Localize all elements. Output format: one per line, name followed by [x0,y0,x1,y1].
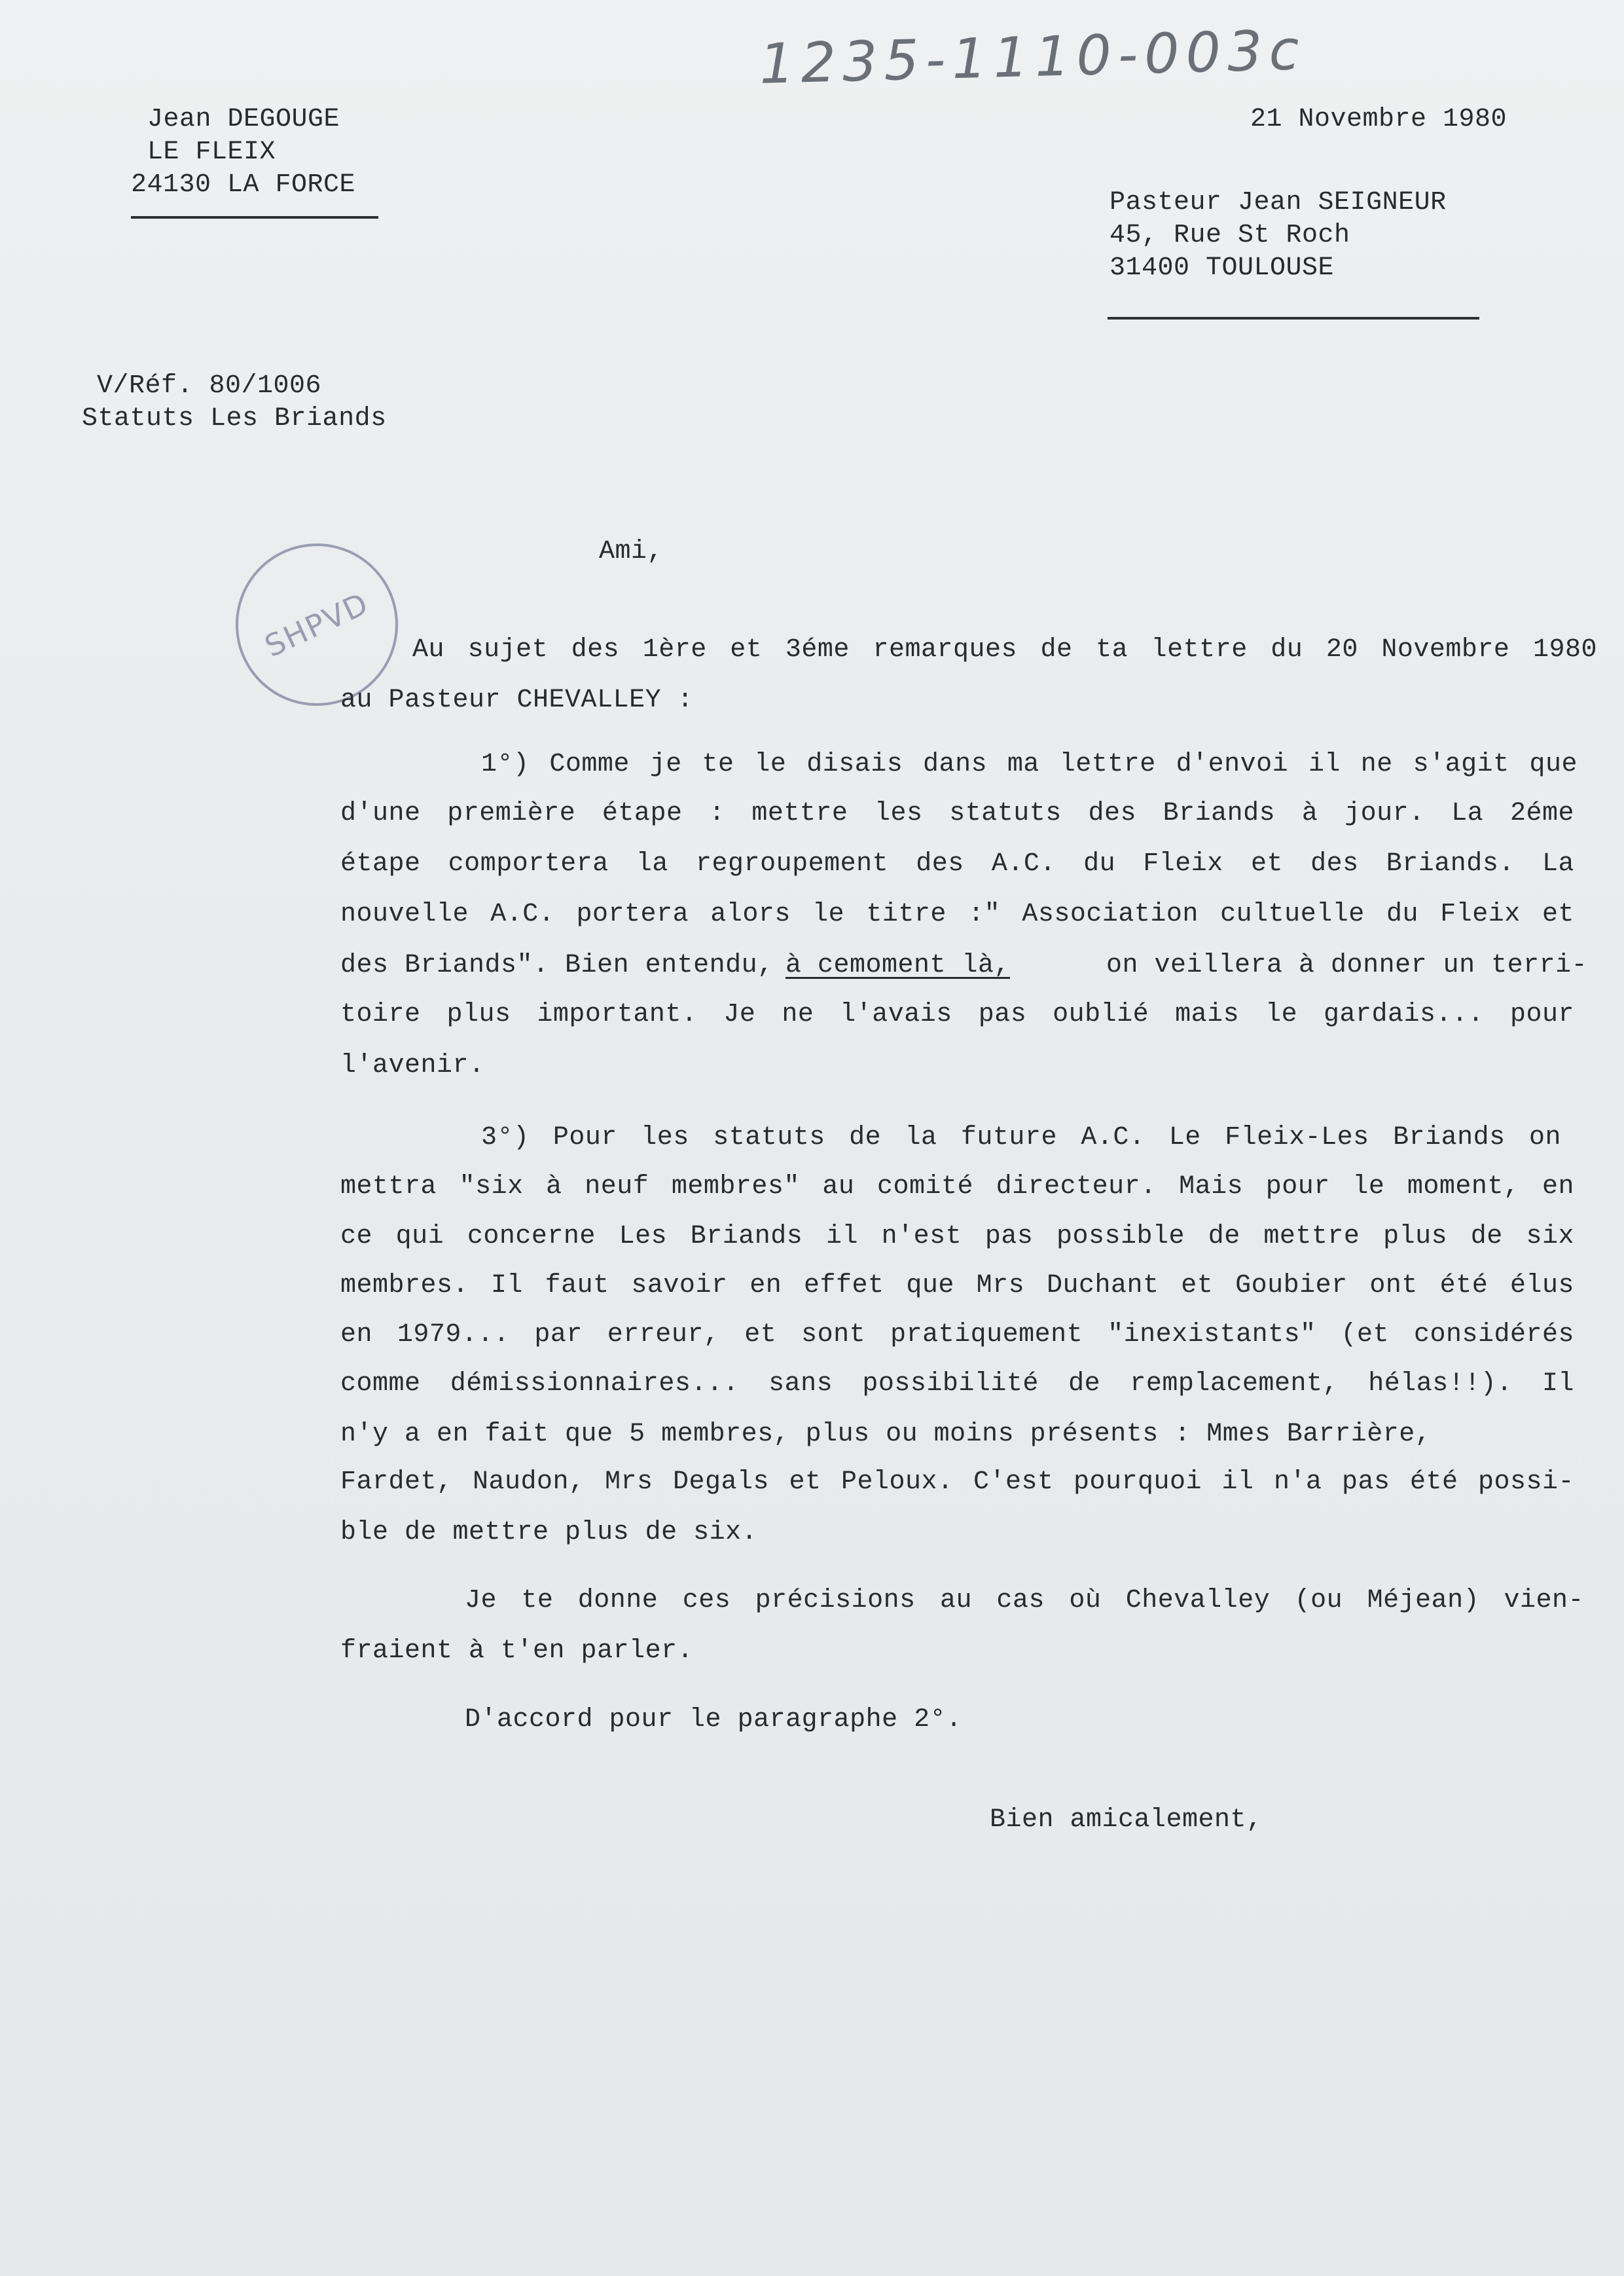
salutation: Ami, [599,537,664,566]
archive-reference-handwritten: 1235-1110-003c [758,18,1307,96]
paragraph1-line-6: toire plus important. Je ne l'avais pas oublié mais le gardais... pour [340,1000,1574,1029]
paragraph3-line-4: membres. Il faut savoir en effet que Mrs Duchant et Goubier ont été élus [340,1271,1574,1300]
paragraph3-line-3: ce qui concerne Les Briands il n'est pas possible de mettre plus de six [340,1222,1574,1251]
reference-subject: Statuts Les Briands [82,404,387,433]
recipient-name: Pasteur Jean SEIGNEUR [1110,188,1447,217]
closing-note-line-2: fraient à t'en parler. [340,1636,694,1666]
sender-postcode-city: 24130 LA FORCE [131,170,356,200]
paragraph1-line-4: nouvelle A.C. portera alors le titre :" Association cultuelle du Fleix et [340,900,1574,929]
letter-date: 21 Novembre 1980 [1250,105,1507,134]
intro-line-2: au Pasteur CHEVALLEY : [340,686,694,715]
paragraph1-underlined-phrase: à cemoment là, [785,951,1011,980]
paragraph1-line-5b: on veillera à donner un terri- [1106,951,1588,980]
paragraph1-line-1: 1°) Comme je te le disais dans ma lettre d'envoi il ne s'agit que [481,750,1578,779]
paragraph3-line-7: n'y a en fait que 5 membres, plus ou moins présents : Mmes Barrière, [340,1420,1432,1449]
paragraph3-line-9: ble de mettre plus de six. [340,1518,758,1547]
recipient-street: 45, Rue St Roch [1110,221,1350,250]
closing-note-line-1: Je te donne ces précisions au cas où Chevalley (ou Méjean) vien- [465,1586,1584,1615]
shpvd-stamp: SHPVD [209,517,425,733]
agreement-line: D'accord pour le paragraphe 2°. [465,1705,962,1735]
recipient-underline [1108,317,1479,320]
intro-line-1: Au sujet des 1ère et 3éme remarques de ta lettre du 20 Novembre 1980 [412,635,1597,665]
sender-name: Jean DEGOUGE [147,105,340,134]
paragraph3-line-1: 3°) Pour les statuts de la future A.C. Le Fleix-Les Briands on [481,1123,1561,1152]
paragraph3-line-6: comme démissionnaires... sans possibilité de remplacement, hélas!!). Il [340,1369,1574,1399]
paragraph3-line-2: mettra "six à neuf membres" au comité directeur. Mais pour le moment, en [340,1172,1574,1202]
paragraph1-line-3: étape comportera la regroupement des A.C. du Fleix et des Briands. La [340,849,1574,879]
sender-underline [131,216,378,219]
paragraph1-line-7: l'avenir. [340,1051,485,1080]
paragraph1-line-5a: des Briands". Bien entendu, [340,951,774,980]
recipient-postcode-city: 31400 TOULOUSE [1110,253,1335,283]
paragraph3-line-5: en 1979... par erreur, et sont pratiquement "inexistants" (et considérés [340,1320,1574,1349]
sign-off: Bien amicalement, [990,1805,1263,1835]
reference-number: V/Réf. 80/1006 [97,371,322,401]
paragraph3-line-8: Fardet, Naudon, Mrs Degals et Peloux. C'est pourquoi il n'a pas été possi- [340,1467,1574,1497]
sender-town: LE FLEIX [147,138,276,167]
paragraph1-line-2: d'une première étape : mettre les statuts des Briands à jour. La 2éme [340,799,1574,828]
